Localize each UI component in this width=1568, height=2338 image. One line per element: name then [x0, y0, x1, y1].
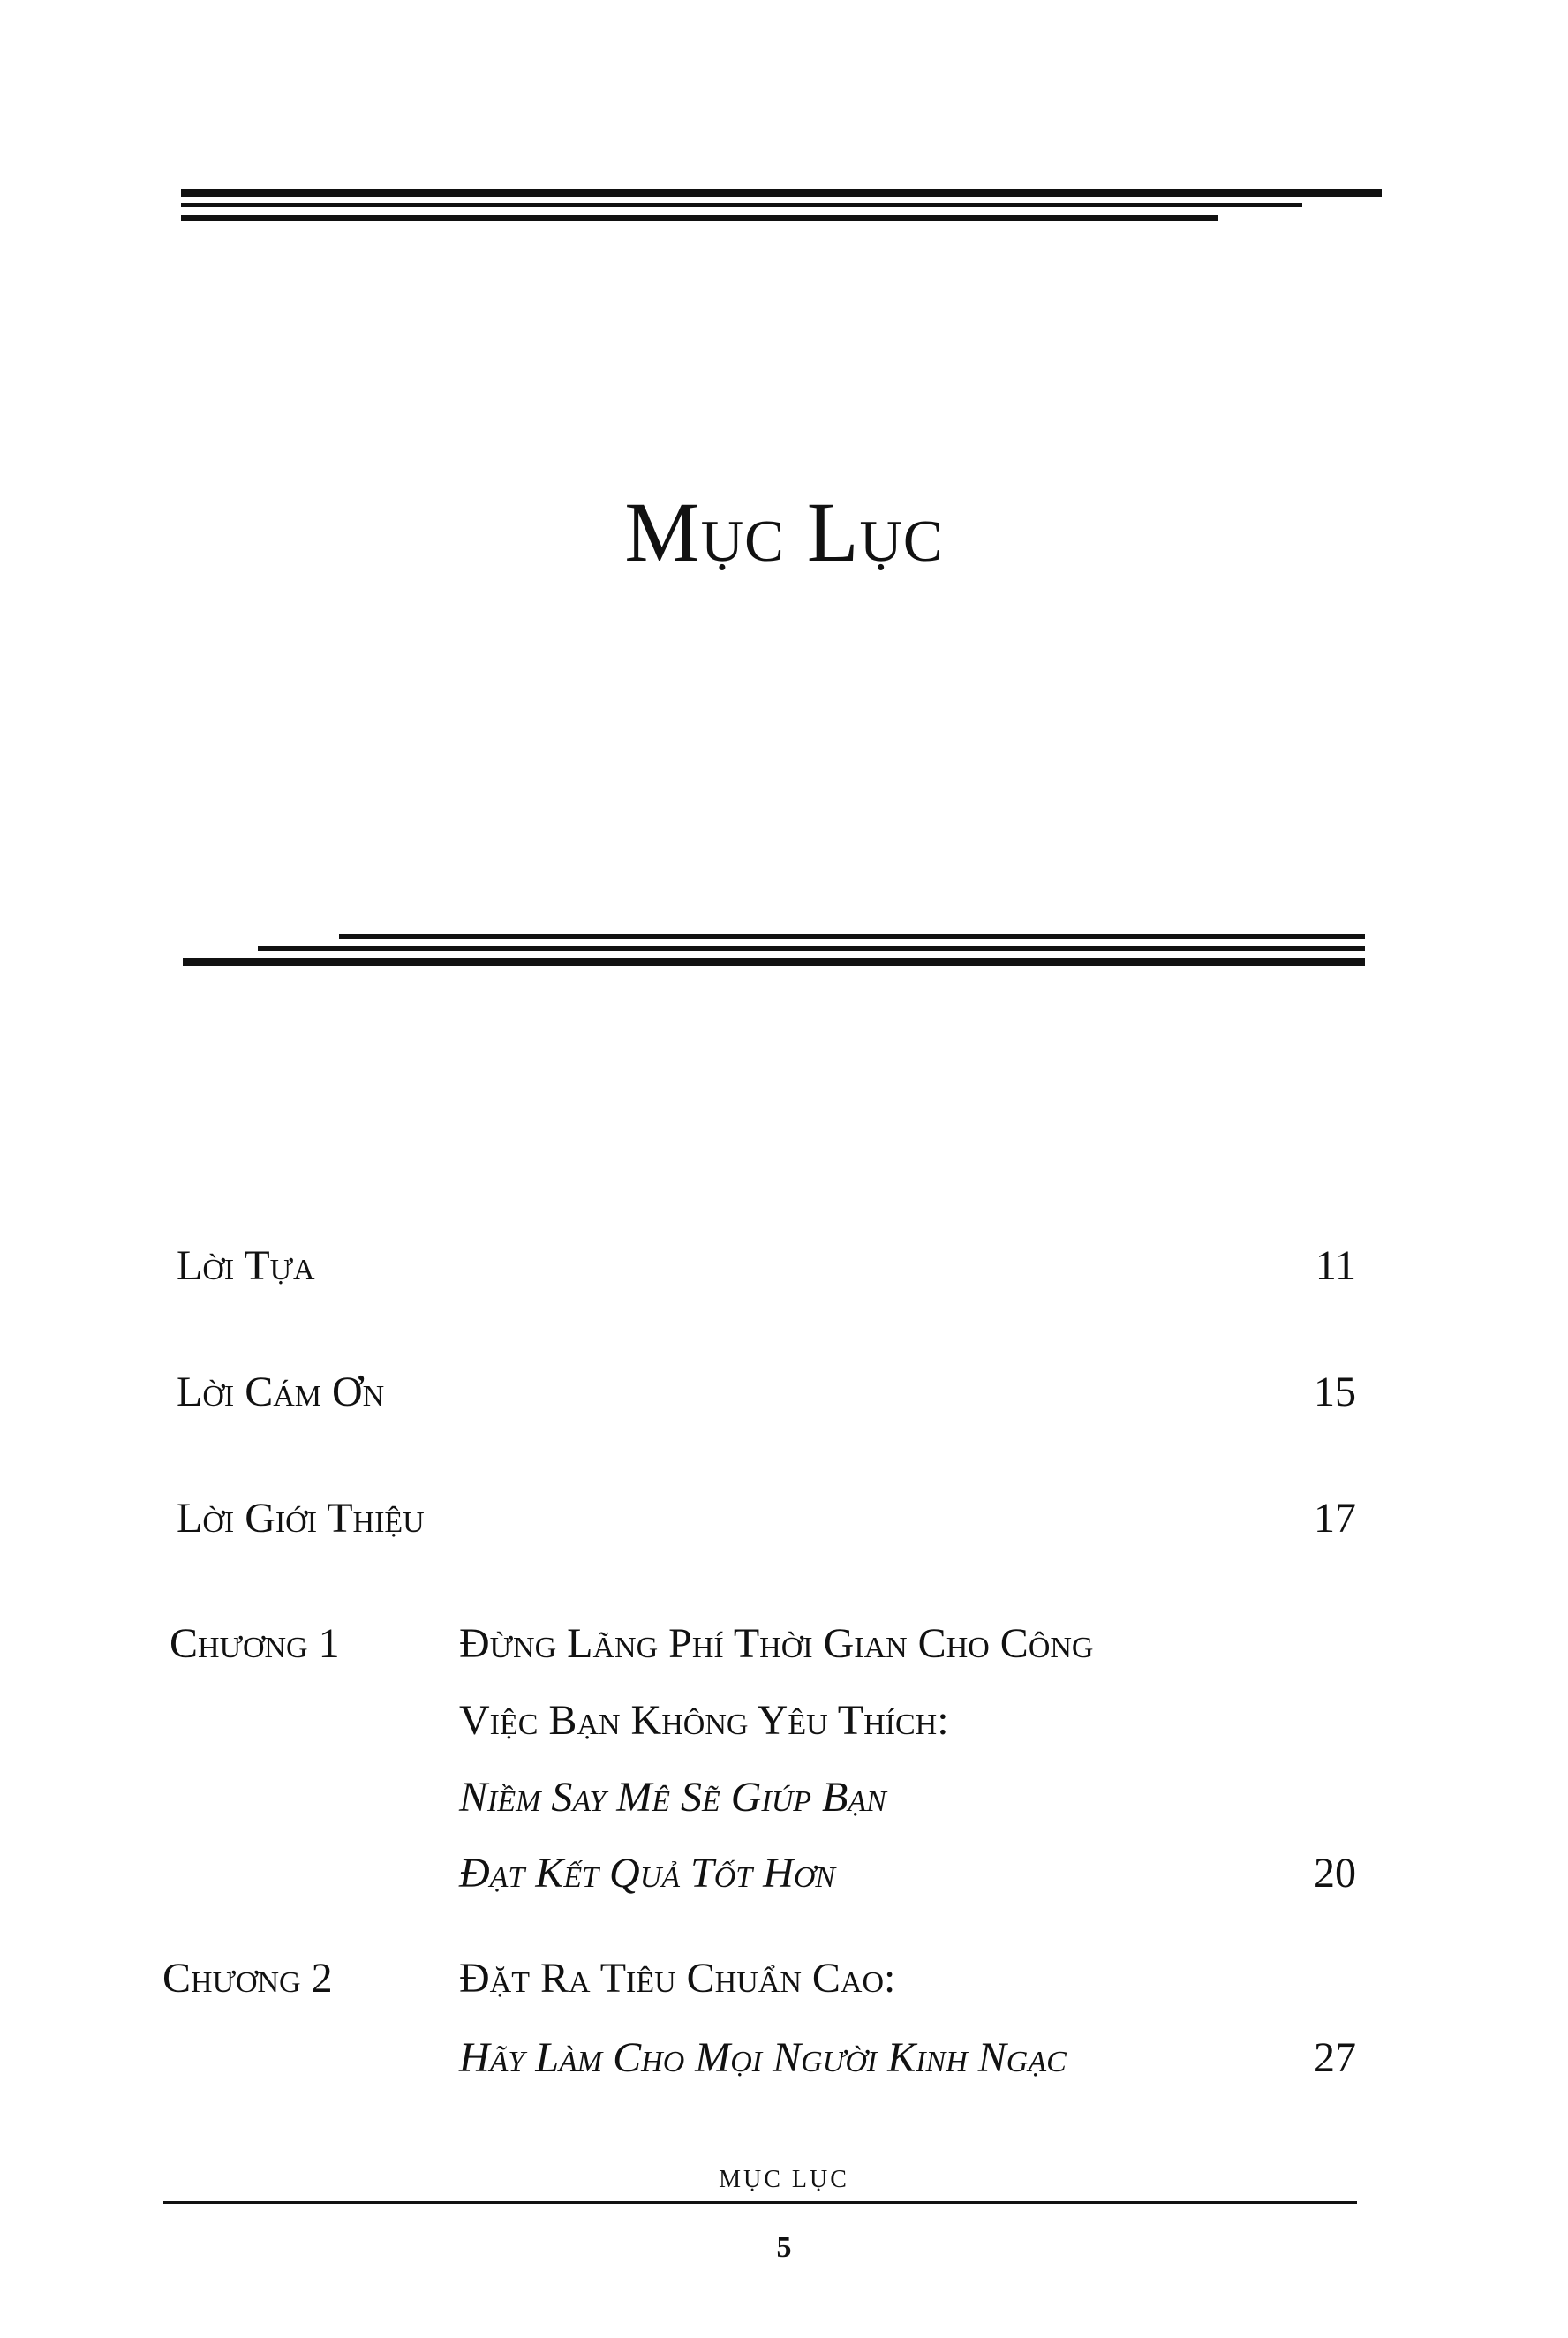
chapter-subtitle-line: Niềm Say Mê Sẽ Giúp Bạn	[459, 1774, 886, 1821]
chapter-label: Chương 2	[162, 1955, 333, 2002]
top-rule-3	[181, 215, 1218, 221]
toc-entry-label: Lời Giới Thiệu	[177, 1495, 425, 1542]
top-rule-2	[181, 203, 1302, 207]
chapter-label: Chương 1	[170, 1620, 340, 1667]
chapter-title-line: Đặt Ra Tiêu Chuẩn Cao:	[459, 1955, 896, 2002]
mid-rule-2	[258, 946, 1365, 951]
toc-page-number: 11	[1315, 1242, 1356, 1289]
chapter-subtitle-line: Đạt Kết Quả Tốt Hơn	[459, 1850, 836, 1897]
toc-page-number: 15	[1314, 1369, 1356, 1415]
mid-rule-1	[339, 934, 1365, 939]
mid-rule-3	[183, 958, 1365, 966]
running-head: MỤC LỤC	[719, 2166, 849, 2193]
toc-page-number: 17	[1314, 1495, 1356, 1542]
page-title: Mục Lục	[624, 485, 944, 579]
chapter-subtitle-line: Hãy Làm Cho Mọi Người Kinh Ngạc	[459, 2034, 1067, 2081]
page-number: 5	[776, 2231, 792, 2264]
chapter-title-line: Đừng Lãng Phí Thời Gian Cho Công	[459, 1620, 1094, 1667]
chapter-title-line: Việc Bạn Không Yêu Thích:	[459, 1697, 949, 1744]
top-rule-1	[181, 189, 1382, 197]
toc-entry-label: Lời Cám Ơn	[177, 1369, 385, 1415]
toc-page-number: 20	[1314, 1850, 1356, 1897]
toc-entry-label: Lời Tựa	[177, 1242, 315, 1289]
toc-page-number: 27	[1314, 2034, 1356, 2081]
footer-rule	[163, 2201, 1357, 2204]
